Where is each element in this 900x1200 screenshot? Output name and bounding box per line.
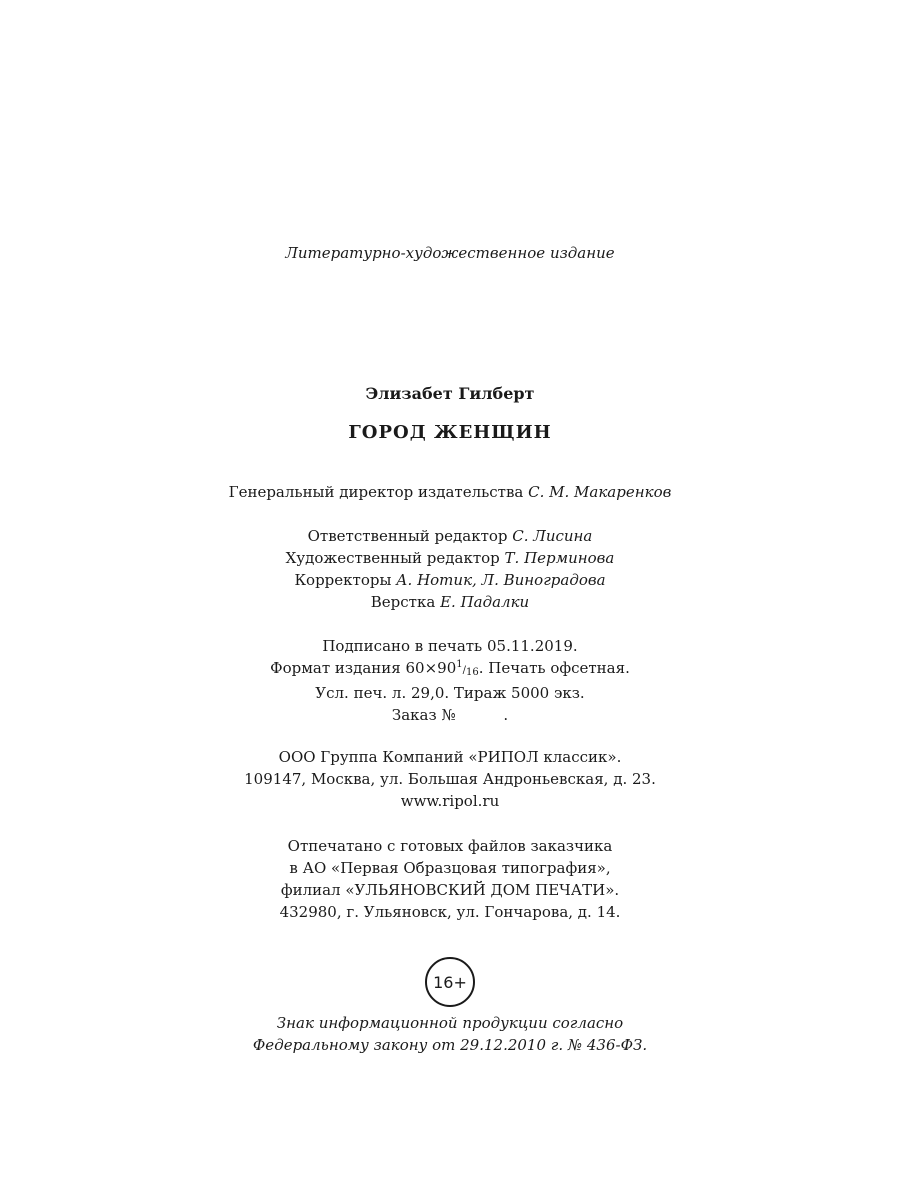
format-prefix: Формат издания 60×90 xyxy=(270,659,457,677)
book-title-text: ГОРОД ЖЕНЩИН xyxy=(348,422,552,443)
staff-item xyxy=(0,591,900,613)
format-fraction-denominator: 16 xyxy=(466,667,479,678)
format-fraction: 1/16 xyxy=(456,659,479,678)
director-label: Генеральный директор издательства xyxy=(228,483,529,501)
publisher-line: 109147, Москва, ул. Большая Андроньевская, д. 23. xyxy=(244,770,656,788)
publisher-info xyxy=(0,746,900,812)
staff-name: А. Нотик, Л. Виноградова xyxy=(396,571,606,589)
age-rating-circle xyxy=(425,957,475,1007)
print-signed: Подписано в печать 05.11.2019. xyxy=(322,637,578,655)
notice-line: Знак информационной продукции согласно xyxy=(276,1014,624,1032)
staff-item xyxy=(0,547,900,569)
info-product-notice xyxy=(0,1012,900,1056)
staff-label: Ответственный редактор xyxy=(307,527,513,545)
printer-line: 432980, г. Ульяновск, ул. Гончарова, д. 14. xyxy=(279,903,621,921)
publisher-website: www.ripol.ru xyxy=(400,792,500,810)
staff-label: Художественный редактор xyxy=(285,549,505,567)
age-rating-text: 16+ xyxy=(433,972,467,992)
printer-info xyxy=(0,835,900,923)
director-line xyxy=(0,481,900,503)
printer-line: в АО «Первая Образцовая типография», xyxy=(289,859,611,877)
staff-item xyxy=(0,525,900,547)
print-info xyxy=(0,635,900,726)
format-fraction-numerator: 1 xyxy=(456,659,463,670)
book-title xyxy=(0,421,900,445)
edition-type xyxy=(0,242,900,264)
format-suffix: . Печать офсетная. xyxy=(478,659,630,677)
author-name xyxy=(0,383,900,405)
staff-label: Верстка xyxy=(370,593,441,611)
printer-line: Отпечатано с готовых файлов заказчика xyxy=(287,837,613,855)
staff-name: С. Лисина xyxy=(512,527,593,545)
staff-name: Е. Падалки xyxy=(440,593,530,611)
edition-type-text: Литературно-художественное издание xyxy=(285,244,615,262)
director-name: С. М. Макаренков xyxy=(528,483,672,501)
staff-list xyxy=(0,525,900,613)
age-rating-badge xyxy=(425,957,475,1007)
print-volume: Усл. печ. л. 29,0. Тираж 5000 экз. xyxy=(315,684,585,702)
printer-line: филиал «УЛЬЯНОВСКИЙ ДОМ ПЕЧАТИ». xyxy=(280,881,620,899)
publisher-line: ООО Группа Компаний «РИПОЛ классик». xyxy=(278,748,622,766)
notice-line: Федеральному закону от 29.12.2010 г. № 436-ФЗ. xyxy=(252,1036,648,1054)
staff-item xyxy=(0,569,900,591)
staff-label: Корректоры xyxy=(294,571,397,589)
author-text: Элизабет Гилберт xyxy=(365,384,535,403)
staff-name: Т. Перминова xyxy=(504,549,615,567)
print-order: Заказ № . xyxy=(391,706,509,724)
print-format xyxy=(0,657,900,682)
